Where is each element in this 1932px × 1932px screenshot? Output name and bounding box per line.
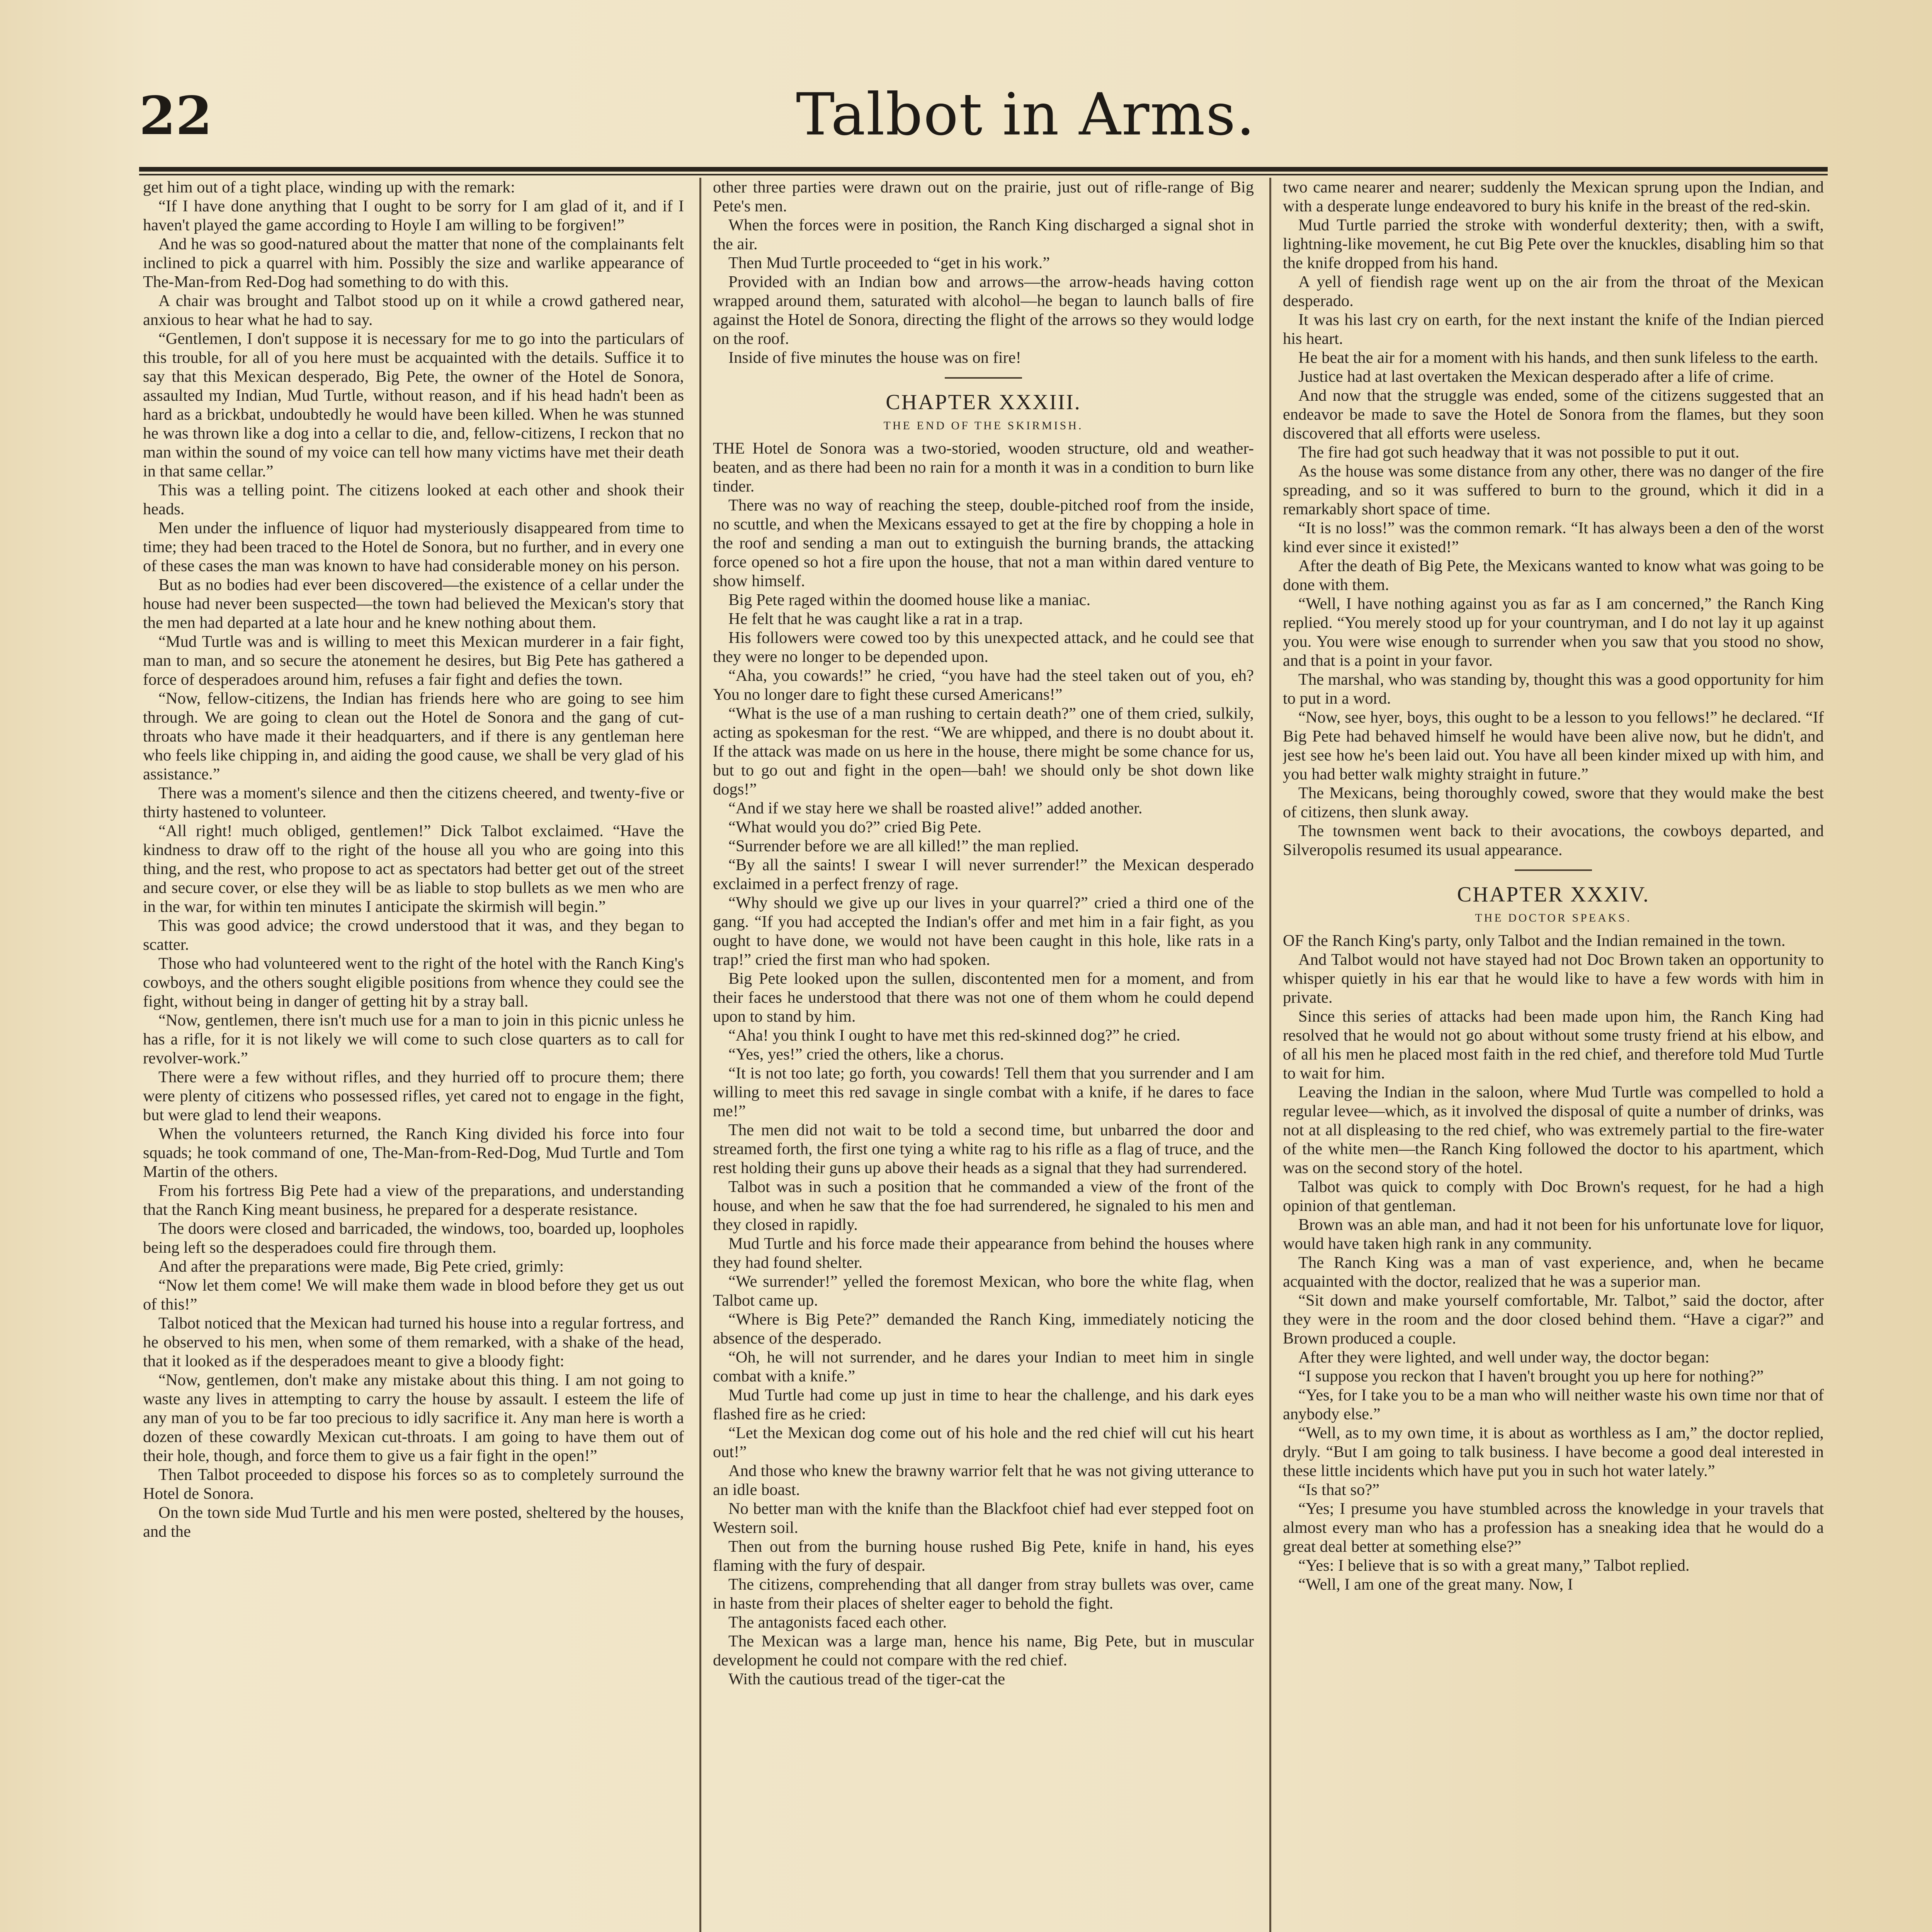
paragraph: Provided with an Indian bow and arrows—the arrow-heads having cotton wrapped around them, saturated with alcohol—he began to launch balls of fire against the Hotel de Sonora, directing the flight of the arrows so they would lodge on the roof. [713,273,1254,348]
paragraph: There was no way of reaching the steep, double-pitched roof from the inside, no scuttle, and when the Mexicans essayed to get at the fire by chopping a hole in the roof and sending a man out to extinguish the burning brands, the attacking force opened so hot a fire upon the house, that not a man within dared venture to show himself. [713,496,1254,590]
page-header [139,77,1824,162]
paragraph: Since this series of attacks had been made upon him, the Ranch King had resolved that he would not go about without some trusty friend at his elbow, and of all his men he placed most faith in the red chief, and therefore told Mud Turtle to wait for him. [1283,1007,1824,1082]
paragraph: “And if we stay here we shall be roasted alive!” added another. [728,799,1143,817]
paragraph: “Well, as to my own time, it is about as worthless as I am,” the doctor replied, dryly. “But I am going to talk business. I have become a good deal interested in these little incidents which have put you in such hot water lately.” [1283,1424,1824,1480]
chapter-heading: CHAPTER XXXIII. [886,390,1081,414]
paragraph: “It is not too late; go forth, you cowards! Tell them that you surrender and I am willing to meet this red savage in single combat with a knife, if he dares to face me!” [713,1064,1254,1120]
paragraph: Inside of five minutes the house was on fire! [728,349,1021,367]
chapter-heading: CHAPTER XXXIV. [1457,883,1650,906]
paragraph: Then Mud Turtle proceeded to “get in his work.” [728,254,1050,272]
paragraph: THE Hotel de Sonora was a two-storied, wooden structure, old and weather-beaten, and as there had been no rain for a month it was in a condition to burn like tinder. [713,439,1254,495]
paragraph: On the town side Mud Turtle and his men were posted, sheltered by the houses, and the [143,1503,684,1541]
paragraph: “By all the saints! I swear I will never surrender!” the Mexican desperado exclaimed in a perfect frenzy of rage. [713,856,1254,893]
paragraph: The marshal, who was standing by, thought this was a good opportunity for him to put in a word. [1283,670,1824,707]
paragraph: His followers were cowed too by this unexpected attack, and he could see that they were no longer to be depended upon. [713,629,1254,666]
paragraph: “Yes: I believe that is so with a great many,” Talbot replied. [1298,1556,1690,1575]
paragraph: As the house was some distance from any other, there was no danger of the fire spreading, and so it was suffered to burn to the ground, which it did in a remarkably short space of time. [1283,462,1824,518]
paragraph: “Now, fellow-citizens, the Indian has friends here who are going to see him through. We are going to clean out the Hotel de Sonora and the gang of cut-throats who have made it their headquarters, and if there is any gentleman here who feels like chipping in, and aiding the good cause, we shall be very glad of his assistance.” [143,689,684,783]
paragraph: “Mud Turtle was and is willing to meet this Mexican murderer in a fair fight, man to man, and so secure the atonement he desires, but Big Pete has gathered a force of desperadoes around him, refuses a fair fight and defies the town. [143,633,684,689]
paragraph: From his fortress Big Pete had a view of the preparations, and understanding that the Ranch King meant business, he prepared for a desperate resistance. [143,1182,684,1219]
paragraph: A chair was brought and Talbot stood up on it while a crowd gathered near, anxious to hear what he had to say. [143,292,684,329]
paragraph: Men under the influence of liquor had mysteriously disappeared from time to time; they had been traced to the Hotel de Sonora, but no further, and in every one of these cases the man was known to have had considerable money on his person. [143,519,684,575]
paragraph: After the death of Big Pete, the Mexicans wanted to know what was going to be done with them. [1283,557,1824,594]
paragraph: The citizens, comprehending that all danger from stray bullets was over, came in haste from their places of shelter eager to behold the fight. [713,1575,1254,1612]
paragraph: “Aha! you think I ought to have met this red-skinned dog?” he cried. [728,1026,1180,1044]
paragraph: And after the preparations were made, Big Pete cried, grimly: [158,1257,564,1276]
paragraph: Big Pete looked upon the sullen, discontented men for a moment, and from their faces he understood that there was not one of them whom he could depend upon to stand by him. [713,969,1254,1026]
paragraph: The Ranch King was a man of vast experience, and, when he became acquainted with the doctor, realized that he was a superior man. [1283,1253,1824,1291]
paragraph: “Gentlemen, I don't suppose it is necessary for me to go into the particulars of this trouble, for all of you here must be acquainted with the details. Suffice it to say that this Mexican desperado, Big Pete, the owner of the Hotel de Sonora, assaulted my Indian, Mud Turtle, without reason, and if his head hadn't been as hard as a brickbat, undoubtedly he would have been killed. When he was stunned he was thrown like a dog into a cellar to die, and, fellow-citizens, I reckon that no man within the sound of my voice can tell how many victims have met their death in that same cellar.” [143,330,684,480]
paragraph: “Now, see hyer, boys, this ought to be a lesson to you fellows!” he declared. “If Big Pete had behaved himself he would have been alive now, but he didn't, and jest see how he's been laid out. You have all been kinder mixed up with him, and you had better walk mighty straight in future.” [1283,708,1824,783]
section-rule [1515,869,1592,871]
paragraph: The fire had got such headway that it was not possible to put it out. [1298,443,1740,461]
paragraph: Talbot was quick to comply with Doc Brown's request, for he had a high opinion of that gentleman. [1283,1178,1824,1215]
paragraph: The men did not wait to be told a second time, but unbarred the door and streamed forth, the first one tying a white rag to his rifle as a flag of truce, and the rest holding their guns up above their heads as a signal that they had surrendered. [713,1121,1254,1177]
paragraph: get him out of a tight place, winding up with the remark: [143,178,515,196]
paragraph: other three parties were drawn out on the prairie, just out of rifle-range of Big Pete's men. [713,178,1254,215]
chapter-subtitle: THE END OF THE SKIRMISH. [883,419,1083,432]
paragraph: “Now let them come! We will make them wade in blood before they get us out of this!” [143,1276,684,1313]
paragraph: The Mexican was a large man, hence his name, Big Pete, but in muscular development he could not compare with the red chief. [713,1632,1254,1669]
paragraph: Talbot was in such a position that he commanded a view of the front of the house, and when he saw that the foe had surrendered, he signaled to his men and they closed in rapidly. [713,1178,1254,1234]
paragraph: OF the Ranch King's party, only Talbot and the Indian remained in the town. [1283,932,1786,950]
paragraph: “What is the use of a man rushing to certain death?” one of them cried, sulkily, acting as spokesman for the rest. “We are whipped, and there is no doubt about it. If the attack was made on us here in the house, there might be some chance for us, but to go out and fight in the open—bah! we should only be shot down like dogs!” [713,704,1254,798]
paragraph: When the volunteers returned, the Ranch King divided his force into four squads; he took command of one, The-Man-from-Red-Dog, Mud Turtle and Tom Martin of the others. [143,1125,684,1181]
paragraph: Mud Turtle had come up just in time to hear the challenge, and his dark eyes flashed fire as he cried: [713,1386,1254,1423]
paragraph: There were a few without rifles, and they hurried off to procure them; there were plenty of citizens who possessed rifles, yet cared not to engage in the fight, but were glad to lend their weapons. [143,1068,684,1124]
paragraph: “Is that so?” [1298,1481,1380,1499]
paragraph: “Yes; I presume you have stumbled across the knowledge in your travels that almost every man who has a profession has a sneaking idea that he would do a great deal better at something else?” [1283,1500,1824,1556]
paragraph: Talbot noticed that the Mexican had turned his house into a regular fortress, and he observed to his men, when some of them remarked, with a shake of the head, that it looked as if the desperadoes meant to give a bloody fight: [143,1314,684,1370]
paragraph: The doors were closed and barricaded, the windows, too, boarded up, loopholes being left so the desperadoes could fire through them. [143,1219,684,1257]
paragraph: But as no bodies had ever been discovered—the existence of a cellar under the house had never been suspected—the town had believed the Mexican's story that the men had departed at a late hour and he knew nothing about them. [143,576,684,632]
paragraph: Mud Turtle parried the stroke with wonderful dexterity; then, with a swift, lightning-like movement, he cut Big Pete over the knuckles, disabling him so that the knife dropped from his hand. [1283,216,1824,272]
paragraph: This was a telling point. The citizens looked at each other and shook their heads. [143,481,684,518]
paragraph: “I suppose you reckon that I haven't brought you up here for nothing?” [1298,1367,1764,1385]
paragraph: Leaving the Indian in the saloon, where Mud Turtle was compelled to hold a regular levee—which, as it involved the disposal of quite a number of drinks, was not at all displeasing to the red chief, who was extremely partial to the fire-water of the white men—the Ranch King followed the doctor to his apartment, which was on the second story of the hotel. [1283,1083,1824,1177]
paragraph: Then Talbot proceeded to dispose his forces so as to completely surround the Hotel de Sonora. [143,1466,684,1503]
paragraph: “It is no loss!” was the common remark. “It has always been a den of the worst kind ever since it existed!” [1283,519,1824,556]
paragraph: Brown was an able man, and had it not been for his unfortunate love for liquor, would have taken high rank in any community. [1283,1216,1824,1253]
paragraph: And Talbot would not have stayed had not Doc Brown taken an opportunity to whisper quietly in his ear that he would like to have a few words with him in private. [1283,951,1824,1007]
paragraph: No better man with the knife than the Blackfoot chief had ever stepped foot on Western soil. [713,1500,1254,1537]
paragraph: “We surrender!” yelled the foremost Mexican, who bore the white flag, when Talbot came up. [713,1272,1254,1310]
column-2 [713,178,1254,1932]
paragraph: Those who had volunteered went to the right of the hotel with the Ranch King's cowboys, and the others sought eligible positions from whence they could see the fight, without being in danger of getting hit by a stray ball. [143,954,684,1010]
paragraph: When the forces were in position, the Ranch King discharged a signal shot in the air. [713,216,1254,253]
paragraph: “Surrender before we are all killed!” the man replied. [728,837,1079,855]
paragraph: “What would you do?” cried Big Pete. [728,818,982,836]
paragraph: “Where is Big Pete?” demanded the Ranch King, immediately noticing the absence of the desperado. [713,1310,1254,1347]
column-divider [1269,178,1271,1932]
paragraph: The Mexicans, being thoroughly cowed, swore that they would make the best of citizens, then slunk away. [1283,784,1824,821]
paragraph: “Now, gentlemen, there isn't much use for a man to join in this picnic unless he has a rifle, for it is not likely we will come to such close quarters as to call for revolver-work.” [143,1011,684,1067]
paragraph: “Yes, for I take you to be a man who will neither waste his own time nor that of anybody else.” [1283,1386,1824,1423]
paragraph: “Sit down and make yourself comfortable, Mr. Talbot,” said the doctor, after they were in the room and the door closed behind them. “Have a cigar?” and Brown produced a couple. [1283,1291,1824,1347]
paragraph: And those who knew the brawny warrior felt that he was not giving utterance to an idle boast. [713,1462,1254,1499]
paragraph: And he was so good-natured about the matter that none of the complainants felt inclined to pick a quarrel with him. Possibly the size and warlike appearance of The-Man-from Red-Dog had something to do with this. [143,235,684,291]
paragraph: There was a moment's silence and then the citizens cheered, and twenty-five or thirty hastened to volunteer. [143,784,684,821]
paragraph: “Aha, you cowards!” he cried, “you have had the steel taken out of you, eh? You no longer dare to fight these cursed Americans!” [713,667,1254,704]
paragraph: “Yes, yes!” cried the others, like a chorus. [728,1045,1004,1063]
paragraph: He beat the air for a moment with his hands, and then sunk lifeless to the earth. [1298,349,1818,367]
paragraph: A yell of fiendish rage went up on the air from the throat of the Mexican desperado. [1283,273,1824,310]
section-rule [945,377,1022,379]
page-number: 22 [139,85,213,147]
paragraph: Then out from the burning house rushed Big Pete, knife in hand, his eyes flaming with the fury of despair. [713,1537,1254,1575]
text-columns [143,178,1832,1932]
paragraph: “Well, I am one of the great many. Now, I [1298,1575,1573,1594]
paragraph: “Now, gentlemen, don't make any mistake about this thing. I am not going to waste any lives in attempting to carry the house by assault. I esteem the life of any man of you to be far too precious to idly sacrifice it. Any man here is worth a dozen of these cowardly Mexican cut-throats. I am going to have them out of their hole, though, and force them to give us a fair fight in the open!” [143,1371,684,1465]
paragraph: This was good advice; the crowd understood that it was, and they began to scatter. [143,917,684,954]
column-1 [143,178,684,1932]
paragraph: The antagonists faced each other. [728,1613,947,1631]
paragraph: The townsmen went back to their avocations, the cowboys departed, and Silveropolis resumed its usual appearance. [1283,822,1824,859]
running-title: Talbot in Arms. [796,81,1256,148]
paragraph: It was his last cry on earth, for the next instant the knife of the Indian pierced his heart. [1283,311,1824,348]
paragraph: two came nearer and nearer; suddenly the Mexican sprung upon the Indian, and with a desperate lunge endeavored to bury his knife in the breast of the red-skin. [1283,178,1824,215]
paragraph: “Why should we give up our lives in your quarrel?” cried a third one of the gang. “If you had accepted the Indian's offer and met him in a fair fight, as you ought to have done, we would not have been caught in this hole, like rats in a trap!” cried the first man who had spoken. [713,894,1254,969]
paragraph: “All right! much obliged, gentlemen!” Dick Talbot exclaimed. “Have the kindness to draw off to the right of the house all you who are going into this thing, and the rest, who propose to act as spectators had better get out of the street and secure cover, or else they will be as liable to stop bullets as we men who are in the war, for within ten minutes I anticipate the skirmish will begin.” [143,822,684,916]
chapter-subtitle: THE DOCTOR SPEAKS. [1475,912,1632,924]
paragraph: “If I have done anything that I ought to be sorry for I am glad of it, and if I haven't played the game according to Hoyle I am willing to be forgiven!” [143,197,684,234]
paragraph: And now that the struggle was ended, some of the citizens suggested that an endeavor be made to save the Hotel de Sonora from the flames, but they soon discovered that all efforts were useless. [1283,386,1824,442]
paragraph: He felt that he was caught like a rat in a trap. [728,610,1023,628]
paragraph: “Oh, he will not surrender, and he dares your Indian to meet him in single combat with a knife.” [713,1348,1254,1385]
header-rule [139,167,1828,175]
paragraph: Big Pete raged within the doomed house like a maniac. [728,591,1091,609]
column-3 [1283,178,1824,1932]
paragraph: With the cautious tread of the tiger-cat the [728,1670,1005,1688]
column-divider [699,178,701,1932]
paragraph: After they were lighted, and well under way, the doctor began: [1298,1348,1710,1366]
paragraph: Mud Turtle and his force made their appearance from behind the houses where they had found shelter. [713,1235,1254,1272]
paragraph: Justice had at last overtaken the Mexican desperado after a life of crime. [1298,367,1774,386]
paragraph: “Let the Mexican dog come out of his hole and the red chief will cut his heart out!” [713,1424,1254,1461]
paragraph: “Well, I have nothing against you as far as I am concerned,” the Ranch King replied. “You merely stood up for your countryman, and I do not lay it up against you. You were wise enough to surrender when you saw that you stood no show, and that is a point in your favor. [1283,595,1824,670]
